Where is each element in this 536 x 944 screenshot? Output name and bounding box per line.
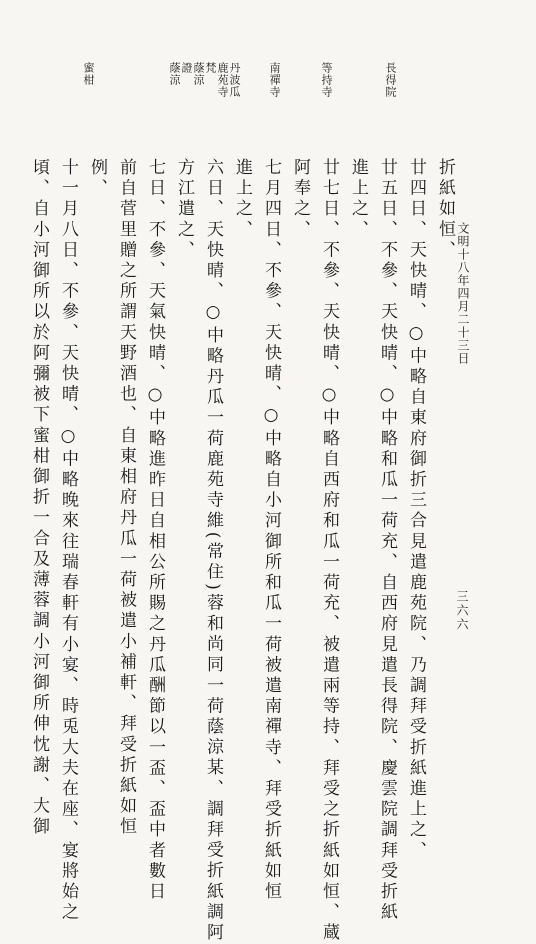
header-label-1: 長得院 <box>384 62 397 98</box>
text-column-4: 進上之、 <box>348 158 368 241</box>
header-label-7: 蜜柑 <box>82 62 95 86</box>
text-column-5: 廿七日、不參、天快晴、○中略自西府和瓜一荷充、被遣兩等持、拜受之折紙如恒、蔵 <box>319 158 339 944</box>
text-column-15: 頃、自小河御所以於阿彌被下蜜柑御折一合及薄蓉調小河御所伸忱謝、大御 <box>29 158 49 838</box>
text-column-10: 方江遣之、 <box>174 158 194 261</box>
date-heading: 文明十八年四月二十三日 <box>456 222 470 365</box>
text-column-13: 例、 <box>87 158 107 200</box>
header-label-4a: 丹波瓜 <box>228 62 241 98</box>
header-label-5a: 蔭涼 <box>192 62 205 86</box>
text-column-12: 前自菅里贈之所謂天野酒也、自東相府丹瓜一荷被遣小補軒、拜受折紙如恒 <box>116 158 136 838</box>
text-column-11: 七日、不參、天氣快晴、○中略進昨日自相公所賜之丹瓜酬節以一盃、盃中者數日 <box>145 158 165 903</box>
text-column-1: 折紙如恒、 <box>435 158 455 261</box>
header-label-4c: 梵 <box>204 62 217 74</box>
text-column-7: 七月四日、不參、天快晴、○中略自小河御所和瓜一荷被遣南禪寺、拜受折紙如恒 <box>261 158 281 903</box>
text-column-9: 六日、天快晴、○中略丹瓜一荷鹿苑寺維(常住)蓉和尚同一荷蔭涼某、調拜受折紙調阿 <box>203 158 223 944</box>
text-column-14: 十一月八日、不參、天快晴、○中略晚來往瑞春軒有小宴、時兎大夫在座、宴將始之 <box>58 158 78 924</box>
text-column-2: 廿四日、天快晴、○中略自東府御折三合見遣鹿苑院、乃調拜受折紙進上之、 <box>406 158 426 862</box>
text-column-3: 廿五日、不參、天快晴、○中略和瓜一荷充、自西府見遣長得院、慶雲院調拜受折紙 <box>377 158 397 924</box>
page-number: 三六六 <box>455 590 469 632</box>
header-label-5b: 證 <box>180 62 193 74</box>
header-label-4b: 鹿苑寺 <box>216 62 229 98</box>
header-label-2: 等持寺 <box>320 62 333 98</box>
text-column-8: 進上之、 <box>232 158 252 241</box>
text-column-6: 阿奉之、 <box>290 158 310 241</box>
header-label-5c: 蔭涼 <box>168 62 181 86</box>
header-label-3: 南禪寺 <box>268 62 281 98</box>
